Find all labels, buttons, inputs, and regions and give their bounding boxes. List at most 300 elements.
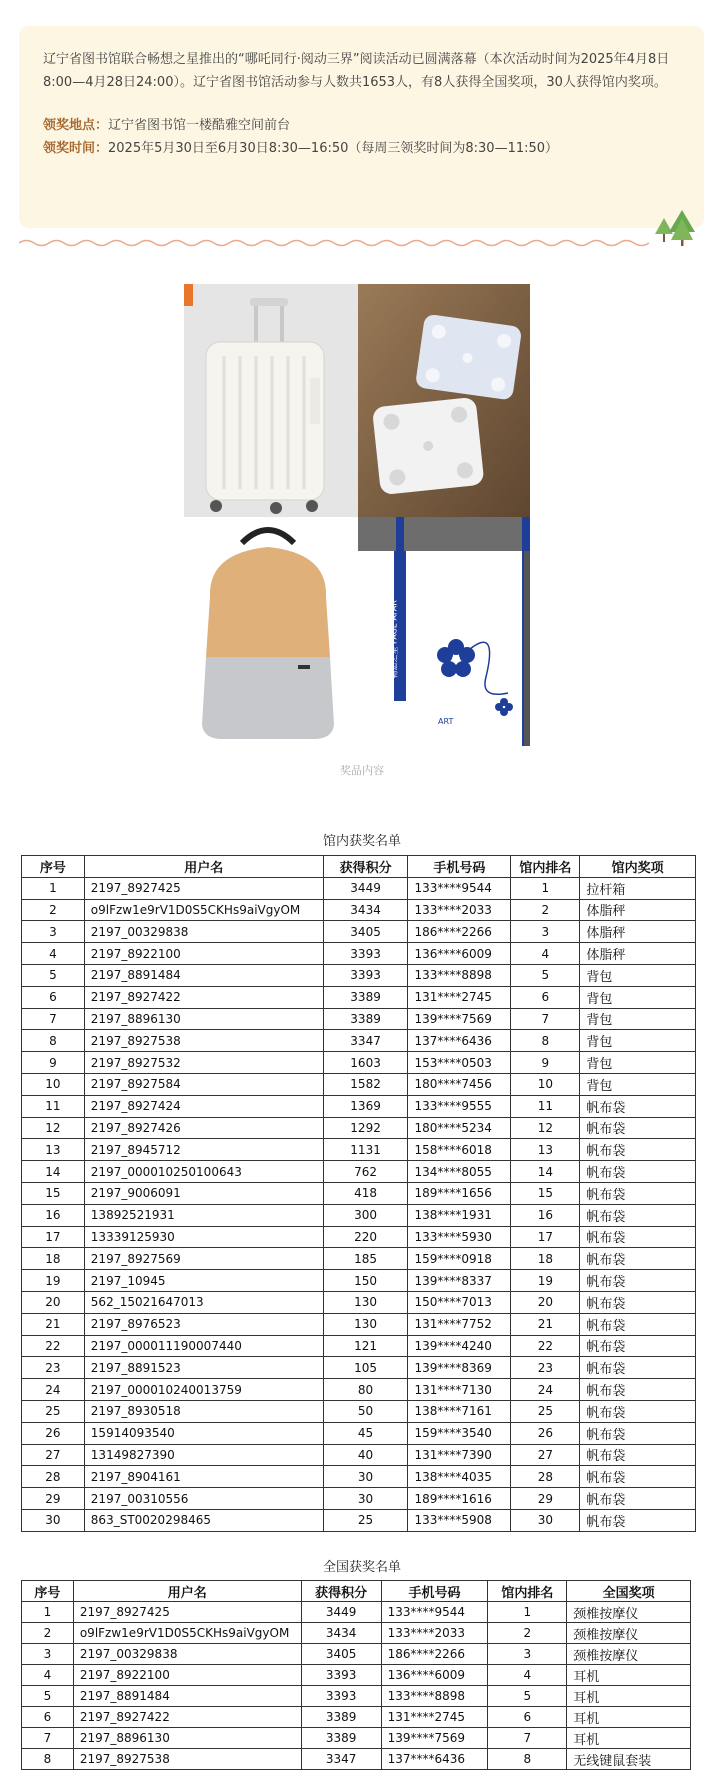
cell-rank: 23 — [511, 1357, 580, 1379]
cell-points: 40 — [323, 1444, 408, 1466]
cell-award: 帆布袋 — [580, 1291, 696, 1313]
cell-index: 2 — [22, 899, 85, 921]
cell-phone: 136****6009 — [381, 1665, 488, 1686]
cell-rank: 6 — [511, 986, 580, 1008]
cell-award: 体脂秤 — [580, 899, 696, 921]
table-row — [22, 921, 696, 943]
cell-index: 25 — [22, 1400, 85, 1422]
cell-phone: 189****1656 — [408, 1182, 511, 1204]
cell-rank: 16 — [511, 1204, 580, 1226]
cell-username: 2197_000010250100643 — [84, 1161, 323, 1183]
cell-rank: 13 — [511, 1139, 580, 1161]
cell-points: 1131 — [323, 1139, 408, 1161]
cell-index: 30 — [22, 1509, 85, 1531]
cell-username: 2197_8896130 — [84, 1008, 323, 1030]
local-winners-body — [22, 877, 696, 1531]
pickup-location-value: 辽宁省图书馆一楼酷雅空间前台 — [108, 118, 291, 133]
cell-points: 3405 — [301, 1644, 381, 1665]
cell-username: 2197_00310556 — [84, 1488, 323, 1510]
cell-username: 2197_000010240013759 — [84, 1379, 323, 1401]
cell-points: 3393 — [323, 964, 408, 986]
cell-index: 12 — [22, 1117, 85, 1139]
table-row — [22, 1313, 696, 1335]
cell-phone: 138****4035 — [408, 1466, 511, 1488]
cell-award: 帆布袋 — [580, 1117, 696, 1139]
cell-award: 帆布袋 — [580, 1095, 696, 1117]
table-row — [22, 1030, 696, 1052]
col-header-award: 全国奖项 — [567, 1581, 691, 1602]
table-row — [22, 1644, 691, 1665]
cell-rank: 26 — [511, 1422, 580, 1444]
cell-username: 2197_8976523 — [84, 1313, 323, 1335]
cell-rank: 27 — [511, 1444, 580, 1466]
col-header-rank: 馆内排名 — [488, 1581, 567, 1602]
cell-username: 2197_000011190007440 — [84, 1335, 323, 1357]
cell-rank: 19 — [511, 1270, 580, 1292]
col-header-phone: 手机号码 — [408, 856, 511, 878]
cell-username: 2197_8927538 — [84, 1030, 323, 1052]
cell-index: 1 — [22, 1602, 74, 1623]
cell-points: 130 — [323, 1313, 408, 1335]
cell-index: 15 — [22, 1182, 85, 1204]
local-winners-table — [21, 855, 696, 1532]
cell-rank: 10 — [511, 1073, 580, 1095]
cell-index: 11 — [22, 1095, 85, 1117]
cell-rank: 6 — [488, 1707, 567, 1728]
cell-username: 2197_8904161 — [84, 1466, 323, 1488]
table-row — [22, 1139, 696, 1161]
table-row — [22, 1602, 691, 1623]
table-row — [22, 1008, 696, 1030]
cell-points: 3389 — [323, 1008, 408, 1030]
cell-index: 16 — [22, 1204, 85, 1226]
cell-username: 2197_00329838 — [84, 921, 323, 943]
cell-award: 帆布袋 — [580, 1488, 696, 1510]
cell-points: 185 — [323, 1248, 408, 1270]
cell-username: 2197_00329838 — [73, 1644, 301, 1665]
cell-award: 耳机 — [567, 1707, 691, 1728]
cell-index: 5 — [22, 964, 85, 986]
cell-phone: 159****3540 — [408, 1422, 511, 1444]
cell-points: 3347 — [301, 1749, 381, 1770]
national-winners-table — [21, 1580, 691, 1770]
table-row — [22, 1226, 696, 1248]
table-row — [22, 1379, 696, 1401]
cell-award: 帆布袋 — [580, 1139, 696, 1161]
cell-index: 20 — [22, 1291, 85, 1313]
cell-rank: 5 — [488, 1686, 567, 1707]
cell-award: 帆布袋 — [580, 1444, 696, 1466]
table-row — [22, 1422, 696, 1444]
cell-points: 45 — [323, 1422, 408, 1444]
cell-phone: 137****6436 — [381, 1749, 488, 1770]
cell-points: 80 — [323, 1379, 408, 1401]
notice-intro: 辽宁省图书馆联合畅想之星推出的“哪吒同行·阅动三界”阅读活动已圆满落幕（本次活动时间为2025年4月8日8:00—4月28日24:00）。辽宁省图书馆活动参与人数共1653人，有8人获得全国奖项，30人获得馆内奖项。 — [43, 52, 670, 90]
cell-index: 7 — [22, 1728, 74, 1749]
cell-phone: 138****1931 — [408, 1204, 511, 1226]
cell-award: 帆布袋 — [580, 1357, 696, 1379]
cell-username: 2197_8927538 — [73, 1749, 301, 1770]
cell-rank: 22 — [511, 1335, 580, 1357]
cell-points: 3389 — [301, 1707, 381, 1728]
cell-phone: 137****6436 — [408, 1030, 511, 1052]
cell-username: 863_ST0020298465 — [84, 1509, 323, 1531]
cell-phone: 133****2033 — [408, 899, 511, 921]
table-row — [22, 1509, 696, 1531]
cell-points: 220 — [323, 1226, 408, 1248]
cell-phone: 133****9544 — [381, 1602, 488, 1623]
cell-username: 2197_8891484 — [73, 1686, 301, 1707]
cell-username: 2197_8927569 — [84, 1248, 323, 1270]
table-row — [22, 1749, 691, 1770]
cell-award: 背包 — [580, 1073, 696, 1095]
cell-index: 6 — [22, 986, 85, 1008]
cell-points: 418 — [323, 1182, 408, 1204]
cell-index: 10 — [22, 1073, 85, 1095]
cell-phone: 133****9555 — [408, 1095, 511, 1117]
cell-points: 25 — [323, 1509, 408, 1531]
cell-points: 3405 — [323, 921, 408, 943]
cell-points: 1582 — [323, 1073, 408, 1095]
cell-phone: 133****9544 — [408, 877, 511, 899]
cell-phone: 139****8337 — [408, 1270, 511, 1292]
table-row — [22, 1335, 696, 1357]
cell-award: 背包 — [580, 964, 696, 986]
table-row — [22, 1248, 696, 1270]
cell-points: 300 — [323, 1204, 408, 1226]
cell-rank: 29 — [511, 1488, 580, 1510]
cell-points: 121 — [323, 1335, 408, 1357]
wave-divider — [19, 238, 649, 248]
table-row — [22, 899, 696, 921]
cell-index: 6 — [22, 1707, 74, 1728]
cell-phone: 180****5234 — [408, 1117, 511, 1139]
cell-index: 8 — [22, 1030, 85, 1052]
cell-phone: 131****7752 — [408, 1313, 511, 1335]
cell-points: 130 — [323, 1291, 408, 1313]
cell-username: 2197_8927425 — [73, 1602, 301, 1623]
cell-points: 3389 — [301, 1728, 381, 1749]
col-header-index: 序号 — [22, 856, 85, 878]
cell-award: 颈椎按摩仪 — [567, 1623, 691, 1644]
cell-phone: 159****0918 — [408, 1248, 511, 1270]
cell-phone: 131****7130 — [408, 1379, 511, 1401]
cell-award: 帆布袋 — [580, 1379, 696, 1401]
cell-points: 3393 — [301, 1686, 381, 1707]
table-row — [22, 1073, 696, 1095]
cell-rank: 9 — [511, 1052, 580, 1074]
cell-award: 帆布袋 — [580, 1204, 696, 1226]
cell-award: 耳机 — [567, 1665, 691, 1686]
cell-rank: 8 — [511, 1030, 580, 1052]
pickup-time — [43, 137, 680, 160]
cell-index: 4 — [22, 1665, 74, 1686]
cell-points: 3347 — [323, 1030, 408, 1052]
cell-points: 762 — [323, 1161, 408, 1183]
tote-bag-print-text: 畅想之星 PAGE AFAR — [389, 600, 399, 679]
cell-phone: 139****7569 — [381, 1728, 488, 1749]
cell-rank: 3 — [488, 1644, 567, 1665]
cell-award: 帆布袋 — [580, 1400, 696, 1422]
cell-rank: 24 — [511, 1379, 580, 1401]
cell-points: 1369 — [323, 1095, 408, 1117]
col-header-username: 用户名 — [84, 856, 323, 878]
cell-award: 帆布袋 — [580, 1509, 696, 1531]
cell-phone: 186****2266 — [408, 921, 511, 943]
table-row — [22, 1466, 696, 1488]
cell-points: 3393 — [323, 943, 408, 965]
cell-points: 3434 — [301, 1623, 381, 1644]
pickup-time-label: 领奖时间： — [43, 141, 109, 156]
national-winners-body — [22, 1602, 691, 1770]
cell-index: 17 — [22, 1226, 85, 1248]
table-header-row — [22, 1581, 691, 1602]
pickup-time-value: 2025年5月30日至6月30日8:30—16:50（每周三领奖时间为8:30—11:50） — [108, 141, 559, 156]
cell-username: 2197_8927422 — [84, 986, 323, 1008]
cell-username: 2197_8896130 — [73, 1728, 301, 1749]
cell-rank: 17 — [511, 1226, 580, 1248]
table-row — [22, 1686, 691, 1707]
cell-username: 2197_8927422 — [73, 1707, 301, 1728]
cell-username: 2197_8927425 — [84, 877, 323, 899]
cell-points: 30 — [323, 1488, 408, 1510]
cell-index: 5 — [22, 1686, 74, 1707]
cell-rank: 18 — [511, 1248, 580, 1270]
cell-rank: 25 — [511, 1400, 580, 1422]
cell-points: 3449 — [301, 1602, 381, 1623]
table-row — [22, 1623, 691, 1644]
cell-award: 拉杆箱 — [580, 877, 696, 899]
cell-username: 13892521931 — [84, 1204, 323, 1226]
cell-phone: 133****5930 — [408, 1226, 511, 1248]
cell-rank: 5 — [511, 964, 580, 986]
prize-caption: 奖品内容 — [340, 764, 384, 777]
cell-award: 背包 — [580, 1030, 696, 1052]
cell-points: 1292 — [323, 1117, 408, 1139]
cell-phone: 133****2033 — [381, 1623, 488, 1644]
cell-index: 21 — [22, 1313, 85, 1335]
table-row — [22, 1117, 696, 1139]
national-winners-title: 全国获奖名单 — [322, 1560, 401, 1575]
prize-image-grid — [184, 284, 530, 746]
table-row — [22, 877, 696, 899]
cell-points: 3393 — [301, 1665, 381, 1686]
cell-points: 105 — [323, 1357, 408, 1379]
cell-award: 帆布袋 — [580, 1466, 696, 1488]
cell-username: 2197_8927584 — [84, 1073, 323, 1095]
cell-index: 9 — [22, 1052, 85, 1074]
pickup-location-label: 领奖地点： — [43, 118, 109, 133]
cell-award: 背包 — [580, 1052, 696, 1074]
cell-index: 29 — [22, 1488, 85, 1510]
table-row — [22, 943, 696, 965]
table-row — [22, 1270, 696, 1292]
cell-award: 背包 — [580, 1008, 696, 1030]
table-row — [22, 986, 696, 1008]
cell-phone: 153****0503 — [408, 1052, 511, 1074]
cell-rank: 2 — [488, 1623, 567, 1644]
cell-points: 3449 — [323, 877, 408, 899]
cell-award: 帆布袋 — [580, 1270, 696, 1292]
cell-rank: 15 — [511, 1182, 580, 1204]
table-row — [22, 1052, 696, 1074]
cell-award: 颈椎按摩仪 — [567, 1602, 691, 1623]
cell-rank: 3 — [511, 921, 580, 943]
table-header-row — [22, 856, 696, 878]
cell-username: 2197_8945712 — [84, 1139, 323, 1161]
cell-index: 3 — [22, 921, 85, 943]
cell-username: 2197_8891484 — [84, 964, 323, 986]
cell-rank: 7 — [511, 1008, 580, 1030]
cell-rank: 7 — [488, 1728, 567, 1749]
cell-username: 2197_8891523 — [84, 1357, 323, 1379]
cell-index: 2 — [22, 1623, 74, 1644]
cell-index: 28 — [22, 1466, 85, 1488]
table-row — [22, 1204, 696, 1226]
col-header-phone: 手机号码 — [381, 1581, 488, 1602]
cell-phone: 133****8898 — [381, 1686, 488, 1707]
table-row — [22, 1095, 696, 1117]
table-row — [22, 1707, 691, 1728]
cell-phone: 180****7456 — [408, 1073, 511, 1095]
cell-points: 3389 — [323, 986, 408, 1008]
cell-index: 8 — [22, 1749, 74, 1770]
cell-phone: 186****2266 — [381, 1644, 488, 1665]
cell-username: 15914093540 — [84, 1422, 323, 1444]
cell-award: 帆布袋 — [580, 1161, 696, 1183]
cell-index: 18 — [22, 1248, 85, 1270]
cell-rank: 4 — [488, 1665, 567, 1686]
cell-award: 体脂秤 — [580, 943, 696, 965]
cell-username: 2197_8922100 — [73, 1665, 301, 1686]
cell-username: 2197_9006091 — [84, 1182, 323, 1204]
cell-username: 13149827390 — [84, 1444, 323, 1466]
cell-phone: 139****4240 — [408, 1335, 511, 1357]
cell-username: 562_15021647013 — [84, 1291, 323, 1313]
activity-notice — [19, 26, 704, 228]
cell-username: 2197_8927426 — [84, 1117, 323, 1139]
cell-username: 2197_10945 — [84, 1270, 323, 1292]
cell-phone: 131****7390 — [408, 1444, 511, 1466]
cell-phone: 136****6009 — [408, 943, 511, 965]
cell-rank: 4 — [511, 943, 580, 965]
cell-rank: 8 — [488, 1749, 567, 1770]
table-row — [22, 1728, 691, 1749]
cell-award: 帆布袋 — [580, 1182, 696, 1204]
cell-award: 帆布袋 — [580, 1313, 696, 1335]
cell-phone: 150****7013 — [408, 1291, 511, 1313]
pickup-location — [43, 114, 680, 137]
cell-rank: 11 — [511, 1095, 580, 1117]
cell-phone: 133****8898 — [408, 964, 511, 986]
pine-trees-icon — [652, 210, 698, 246]
cell-index: 13 — [22, 1139, 85, 1161]
col-header-rank: 馆内排名 — [511, 856, 580, 878]
cell-award: 帆布袋 — [580, 1422, 696, 1444]
cell-username: 13339125930 — [84, 1226, 323, 1248]
cell-username: o9lFzw1e9rV1D0S5CKHs9aiVgyOM — [84, 899, 323, 921]
cell-rank: 2 — [511, 899, 580, 921]
cell-award: 颈椎按摩仪 — [567, 1644, 691, 1665]
cell-points: 1603 — [323, 1052, 408, 1074]
cell-index: 7 — [22, 1008, 85, 1030]
cell-phone: 138****7161 — [408, 1400, 511, 1422]
col-header-username: 用户名 — [73, 1581, 301, 1602]
cell-phone: 139****8369 — [408, 1357, 511, 1379]
cell-rank: 1 — [511, 877, 580, 899]
backpack-image — [184, 517, 358, 746]
cell-index: 14 — [22, 1161, 85, 1183]
cell-points: 50 — [323, 1400, 408, 1422]
cell-award: 背包 — [580, 986, 696, 1008]
tote-bag-image — [358, 517, 530, 746]
col-header-award: 馆内奖项 — [580, 856, 696, 878]
cell-phone: 131****2745 — [381, 1707, 488, 1728]
cell-index: 1 — [22, 877, 85, 899]
cell-award: 帆布袋 — [580, 1226, 696, 1248]
cell-phone: 131****2745 — [408, 986, 511, 1008]
cell-username: 2197_8930518 — [84, 1400, 323, 1422]
cell-award: 帆布袋 — [580, 1248, 696, 1270]
cell-username: o9lFzw1e9rV1D0S5CKHs9aiVgyOM — [73, 1623, 301, 1644]
cell-index: 3 — [22, 1644, 74, 1665]
table-row — [22, 1488, 696, 1510]
cell-index: 23 — [22, 1357, 85, 1379]
cell-rank: 30 — [511, 1509, 580, 1531]
cell-phone: 133****5908 — [408, 1509, 511, 1531]
cell-phone: 139****7569 — [408, 1008, 511, 1030]
table-row — [22, 1182, 696, 1204]
cell-rank: 12 — [511, 1117, 580, 1139]
cell-points: 3434 — [323, 899, 408, 921]
table-row — [22, 1291, 696, 1313]
col-header-index: 序号 — [22, 1581, 74, 1602]
table-row — [22, 1161, 696, 1183]
suitcase-image — [184, 284, 358, 517]
cell-award: 帆布袋 — [580, 1335, 696, 1357]
table-row — [22, 1357, 696, 1379]
cell-username: 2197_8927424 — [84, 1095, 323, 1117]
cell-username: 2197_8922100 — [84, 943, 323, 965]
cell-rank: 20 — [511, 1291, 580, 1313]
cell-rank: 21 — [511, 1313, 580, 1335]
cell-username: 2197_8927532 — [84, 1052, 323, 1074]
cell-index: 19 — [22, 1270, 85, 1292]
table-row — [22, 1444, 696, 1466]
cell-index: 22 — [22, 1335, 85, 1357]
table-row — [22, 1665, 691, 1686]
cell-index: 24 — [22, 1379, 85, 1401]
cell-rank: 14 — [511, 1161, 580, 1183]
cell-award: 耳机 — [567, 1686, 691, 1707]
cell-award: 耳机 — [567, 1728, 691, 1749]
cell-index: 27 — [22, 1444, 85, 1466]
cell-phone: 158****6018 — [408, 1139, 511, 1161]
local-winners-title: 馆内获奖名单 — [322, 834, 401, 849]
cell-index: 26 — [22, 1422, 85, 1444]
cell-points: 30 — [323, 1466, 408, 1488]
cell-rank: 28 — [511, 1466, 580, 1488]
col-header-points: 获得积分 — [323, 856, 408, 878]
cell-index: 4 — [22, 943, 85, 965]
cell-award: 无线键鼠套装 — [567, 1749, 691, 1770]
tote-bag-art-text: ART — [438, 717, 454, 726]
cell-award: 体脂秤 — [580, 921, 696, 943]
body-fat-scale-image — [358, 284, 530, 517]
cell-phone: 189****1616 — [408, 1488, 511, 1510]
cell-phone: 134****8055 — [408, 1161, 511, 1183]
cell-points: 150 — [323, 1270, 408, 1292]
